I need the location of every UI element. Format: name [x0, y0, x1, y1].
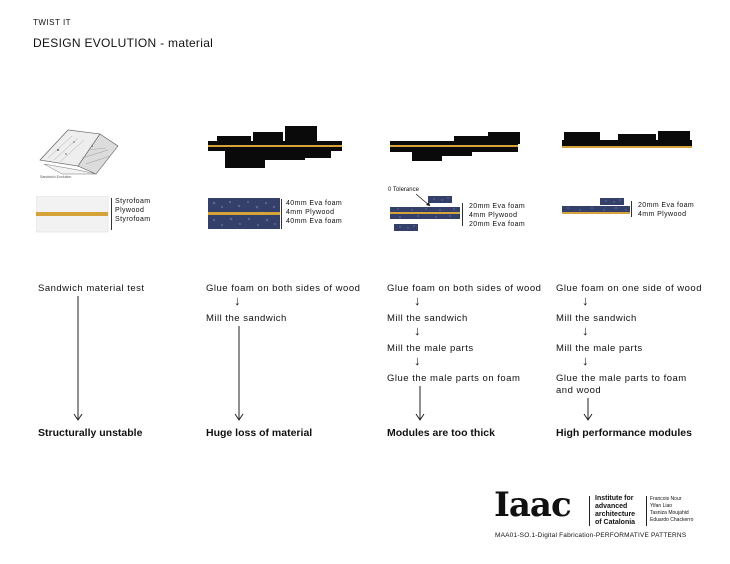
process-step: Mill the sandwich	[206, 313, 287, 324]
layer-section-eva-40	[208, 198, 283, 232]
down-arrow: ↓	[582, 323, 589, 338]
down-arrow: ↓	[414, 293, 421, 308]
conclusion: High performance modules	[556, 427, 692, 439]
layer-labels-col1	[115, 197, 151, 224]
down-arrow: ↓	[582, 293, 589, 308]
layer-label: Styrofoam	[115, 216, 151, 223]
author-name: Yifan Liao	[650, 503, 673, 509]
author-list	[650, 496, 693, 524]
layer-label: 20mm Eva foam	[469, 203, 526, 210]
layer-bracket	[462, 203, 466, 226]
process-step: and wood	[556, 385, 602, 396]
process-step: Mill the male parts	[387, 343, 474, 354]
layer-label: 40mm Eva foam	[286, 218, 343, 225]
tolerance-label: 0 Tolerance	[388, 187, 419, 193]
layer-labels-col2	[286, 199, 342, 226]
down-arrow: ↓	[414, 323, 421, 338]
author-name: Francois Nour	[650, 496, 682, 502]
logo-divider	[646, 496, 647, 526]
sketch-caption: Sandwich Evolution	[40, 175, 72, 179]
sandwich-sketch	[38, 120, 123, 180]
process-step: Sandwich material test	[38, 283, 145, 294]
down-arrow: ↓	[582, 353, 589, 368]
conclusion: Huge loss of material	[206, 427, 313, 439]
institute-line: Institute for	[595, 495, 634, 502]
process-step: Glue the male parts on foam	[387, 373, 521, 384]
course-label: MAA01-SO.1-Digital Fabrication-PERFORMATIVE PATTERNS	[495, 532, 687, 539]
process-step: Mill the sandwich	[556, 313, 637, 324]
layer-section-eva-20-both	[388, 192, 463, 236]
long-arrow	[72, 296, 84, 424]
iaac-logo: Iaac	[494, 485, 571, 525]
down-arrow: ↓	[234, 293, 241, 308]
process-step: Mill the male parts	[556, 343, 643, 354]
layer-bracket	[631, 201, 635, 217]
process-step: Glue the male parts to foam	[556, 373, 687, 384]
process-step: Glue foam on both sides of wood	[206, 283, 361, 294]
institute-line: architecture	[595, 511, 636, 518]
author-name: Eduardo Chackerro	[650, 517, 694, 523]
profile-male-parts	[388, 128, 523, 168]
layer-section-styrofoam	[36, 196, 111, 236]
page-title: DESIGN EVOLUTION - material	[33, 36, 214, 50]
logo-divider	[589, 496, 590, 526]
project-label: TWIST IT	[33, 18, 72, 27]
process-step: Mill the sandwich	[387, 313, 468, 324]
long-arrow	[414, 386, 426, 424]
long-arrow	[582, 398, 594, 424]
conclusion: Structurally unstable	[38, 427, 143, 439]
long-arrow	[233, 326, 245, 424]
conclusion: Modules are too thick	[387, 427, 495, 439]
profile-milled-both-sides	[205, 124, 345, 174]
layer-label: 20mm Eva foam	[469, 221, 526, 228]
layer-label: 40mm Eva foam	[286, 200, 343, 207]
layer-labels-col4	[638, 201, 694, 219]
down-arrow: ↓	[414, 353, 421, 368]
process-step: Glue foam on both sides of wood	[387, 283, 542, 294]
process-step: Glue foam on one side of wood	[556, 283, 703, 294]
institute-line: of Catalonia	[595, 519, 636, 526]
layer-label: 4mm Plywood	[469, 212, 518, 219]
layer-label: 4mm Plywood	[286, 209, 335, 216]
layer-label: Styrofoam	[115, 198, 151, 205]
layer-section-eva-20-one	[560, 196, 632, 224]
profile-one-side	[560, 128, 695, 158]
institute-name	[595, 495, 635, 527]
layer-labels-col3	[469, 202, 525, 229]
layer-bracket	[281, 199, 285, 229]
layer-label: 4mm Plywood	[638, 211, 687, 218]
institute-line: advanced	[595, 503, 628, 510]
author-name: Tasniza Moujahid	[650, 510, 689, 516]
layer-label: Plywood	[115, 207, 145, 214]
layer-label: 20mm Eva foam	[638, 202, 695, 209]
